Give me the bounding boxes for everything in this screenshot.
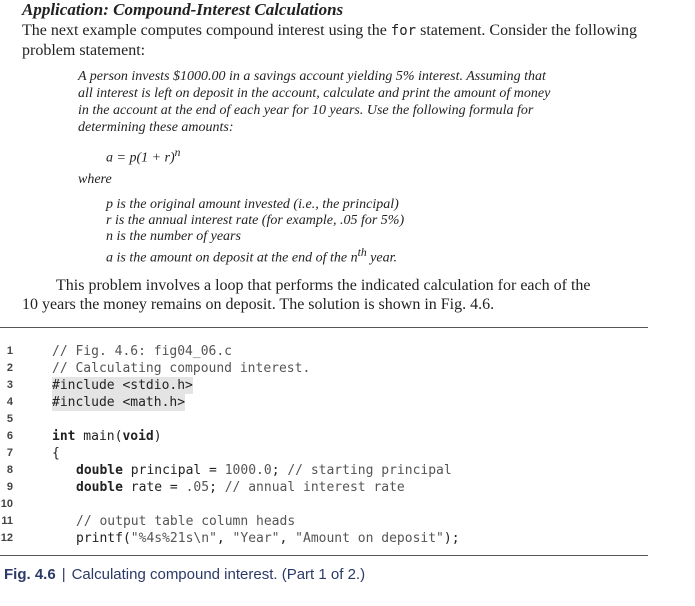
- definition-item: r is the annual interest rate (for example, .05 for 5%): [106, 213, 405, 228]
- line-number: 2: [6, 362, 13, 374]
- intro-text-after: statement. Consider the following problem statement:: [22, 22, 637, 59]
- formula: [106, 146, 181, 167]
- code-statement: [52, 428, 162, 445]
- line-number: 4: [6, 396, 13, 408]
- code-include: #include <stdio.h>: [52, 378, 193, 393]
- code-keyword: double: [76, 463, 123, 478]
- code-comment: // starting principal: [287, 463, 452, 478]
- definition-item: n is the number of years: [106, 229, 241, 244]
- code-comment: // output table column heads: [76, 514, 296, 529]
- intro-paragraph: [22, 21, 662, 60]
- code-include: #include <math.h>: [52, 395, 186, 410]
- where-label: where: [78, 172, 112, 187]
- line-number: 1: [6, 345, 13, 357]
- summary-line: This problem involves a loop that performs the indicated calculation for each of the: [56, 277, 591, 294]
- code-brace: {: [52, 446, 60, 461]
- code-text: principal =: [122, 463, 225, 478]
- code-top-rule: [0, 327, 648, 328]
- code-text: rate =: [122, 480, 186, 495]
- line-number: 7: [6, 447, 13, 459]
- code-number: 1000.0: [224, 463, 272, 478]
- code-text: ;: [209, 480, 225, 495]
- code-statement: [76, 530, 460, 547]
- line-number: 5: [6, 413, 13, 425]
- figure-caption: [4, 566, 365, 583]
- code-string: "Amount on deposit": [295, 531, 444, 546]
- definition-last-before: a is the amount on deposit at the end of the n: [106, 250, 358, 266]
- line-number: 9: [6, 481, 13, 493]
- problem-line: determining these amounts:: [78, 120, 234, 135]
- code-text: main(: [75, 429, 123, 444]
- summary-paragraph: [22, 276, 652, 314]
- definitions-list: [106, 197, 404, 267]
- line-number: 12: [0, 532, 13, 544]
- problem-line: all interest is left on deposit in the account, calculate and print the amount of money: [78, 86, 551, 101]
- code-bottom-rule: [0, 555, 648, 556]
- definition-last-sup: th: [357, 246, 367, 259]
- problem-line: in the account at the end of each year for 10 years. Use the following formula for: [78, 103, 534, 118]
- definition-item: p is the original amount invested (i.e., the principal): [106, 197, 399, 212]
- formula-exponent: n: [174, 146, 181, 159]
- code-text: ): [153, 429, 162, 444]
- line-number: 11: [1, 515, 13, 527]
- code-comment: // annual interest rate: [224, 480, 405, 495]
- code-text: ,: [216, 531, 233, 546]
- caption-separator: |: [61, 566, 66, 583]
- caption-text: Calculating compound interest. (Part 1 of 2.): [71, 566, 366, 583]
- formula-base: a = p(1 + r): [106, 150, 175, 166]
- line-number: 10: [0, 498, 13, 510]
- code-text: ,: [279, 531, 296, 546]
- code-keyword: int: [52, 429, 76, 444]
- code-comment: // Fig. 4.6: fig04_06.c: [52, 344, 233, 359]
- code-text: );: [443, 531, 460, 546]
- section-heading: Application: Compound-Interest Calculations: [22, 0, 344, 19]
- code-keyword: void: [122, 429, 154, 444]
- caption-label: Fig. 4.6: [4, 566, 56, 583]
- line-number: 6: [6, 430, 13, 442]
- code-comment: // Calculating compound interest.: [52, 361, 311, 376]
- problem-line: A person invests $1000.00 in a savings account yielding 5% interest. Assuming that: [78, 69, 546, 84]
- definition-last-after: year.: [366, 250, 397, 266]
- line-number: 8: [6, 464, 13, 476]
- summary-line-2: 10 years the money remains on deposit. The solution is shown in Fig. 4.6.: [22, 296, 495, 313]
- code-statement: [76, 462, 452, 479]
- code-keyword: double: [76, 480, 123, 495]
- code-string: "Year": [232, 531, 280, 546]
- code-string: "%4s%21s\n": [130, 531, 217, 546]
- intro-keyword: for: [390, 23, 417, 39]
- code-text: ;: [271, 463, 288, 478]
- code-function: printf(: [76, 531, 131, 546]
- definition-item: [106, 245, 404, 267]
- problem-statement: [78, 68, 598, 136]
- intro-text-before: The next example computes compound interest using the: [22, 22, 391, 39]
- code-number: .05: [185, 480, 210, 495]
- line-number: 3: [6, 379, 13, 391]
- code-statement: [76, 479, 405, 496]
